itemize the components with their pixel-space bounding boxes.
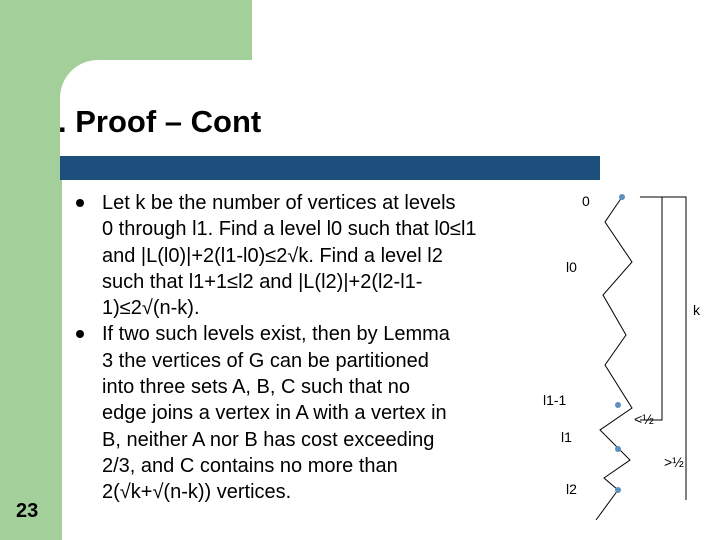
level-l2-dot: [615, 487, 621, 493]
slide-title: . Proof – Cont: [58, 104, 262, 139]
label-level-0: 0: [582, 193, 590, 209]
level-path: [596, 197, 632, 520]
level-l1-dot: [615, 446, 621, 452]
level-l1-minus-1-dot: [615, 402, 621, 408]
label-k: k: [693, 302, 700, 318]
label-level-l1: l1: [561, 429, 572, 445]
label-less-half: <½: [634, 411, 654, 427]
slide-number: 23: [16, 500, 39, 522]
label-more-half: >½: [664, 454, 684, 470]
k-bracket: [640, 197, 662, 420]
label-level-l0: l0: [566, 259, 577, 275]
bullet-text: If two such levels exist, then by Lemma 3 the vertices of G can be partitioned into three sets A, B, C such that no edge joins a vertex in A with a vertex in B, neither A nor B has cost exceeding 2/3, and C contains no more than 2(√k+√(n-k)) vertices.: [102, 323, 450, 504]
level-0-dot: [619, 194, 625, 200]
label-level-l2: l2: [566, 481, 577, 497]
label-level-l1-minus-1: l1-1: [543, 392, 567, 408]
bullet-text: Let k be the number of vertices at levels 0 through l1. Find a level l0 such that l0≤l1 and |L(l0)|+2(l1-l0)≤2√k. Find a level l2 such that l1+1≤l2 and |L(l2)|+2(l2-l1- 1)≤2√(n-k).: [102, 192, 477, 320]
